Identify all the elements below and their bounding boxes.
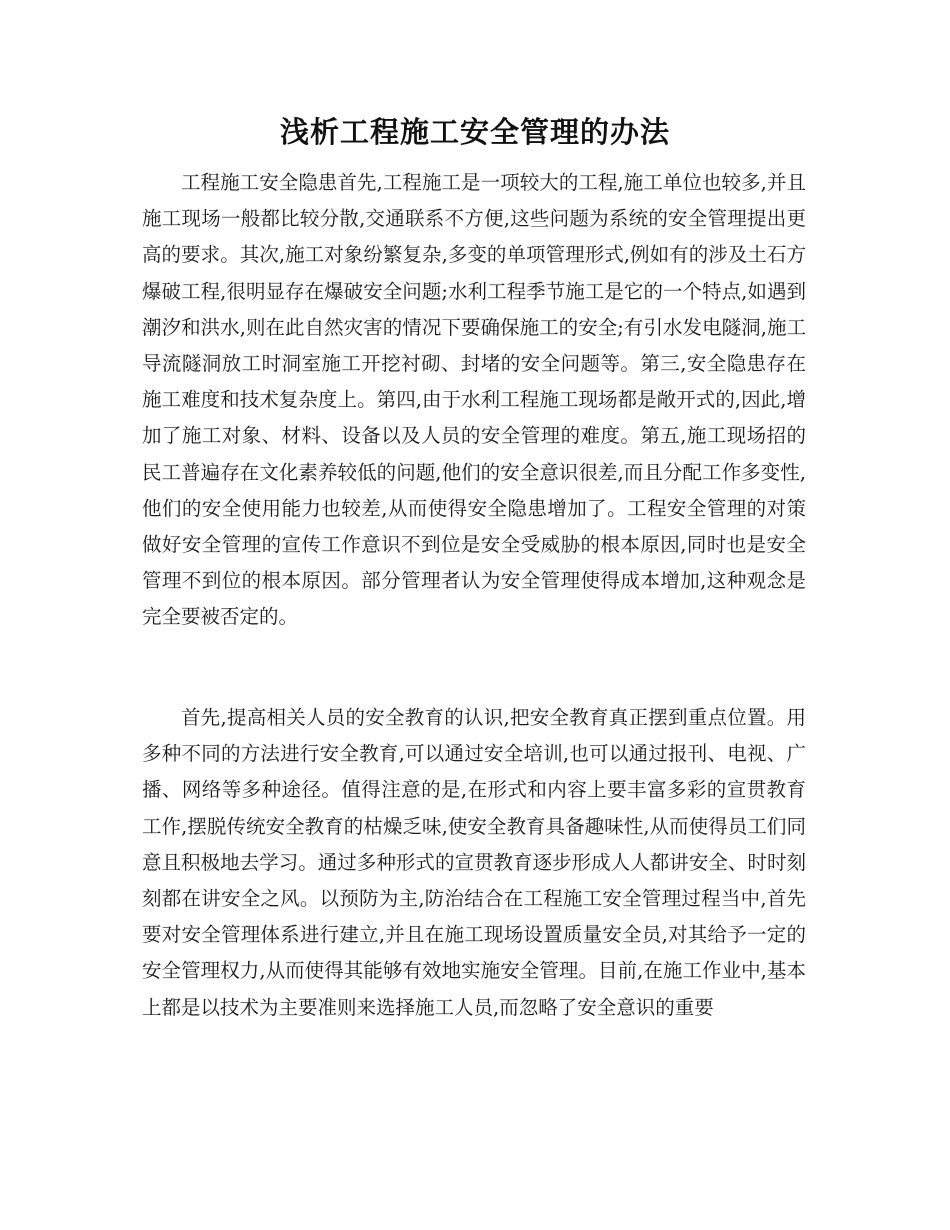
paragraph-1: 工程施工安全隐患首先,工程施工是一项较大的工程,施工单位也较多,并且施工现场一般都比较分散,交通联系不方便,这些问题为系统的安全管理提出更高的要求。其次,施工对象纷繁复杂,多变的单项管理形式,例如有的涉及土石方爆破工程,很明显存在爆破安全问题;水利工程季节施工是它的一个特点,如遇到潮汐和洪水,则在此自然灾害的情况下要确保施工的安全;有引水发电隧洞,施工导流隧洞放工时洞室施工开挖衬砌、封堵的安全问题等。第三,安全隐患存在施工难度和技术复杂度上。第四,由于水利工程施工现场都是敞开式的,因此,增加了施工对象、材料、设备以及人员的安全管理的难度。第五,施工现场招的民工普遍存在文化素养较低的问题,他们的安全意识很差,而且分配工作多变性,他们的安全使用能力也较差,从而使得安全隐患增加了。工程安全管理的对策做好安全管理的宣传工作意识不到位是安全受威胁的根本原因,同时也是安全管理不到位的根本原因。部分管理者认为安全管理使得成本增加,这种观念是完全要被否定的。 [142,171,806,629]
body-section-1 [142,165,806,636]
document-title: 浅析工程施工安全管理的办法 [279,115,670,149]
body-section-2 [142,700,806,1026]
paragraph-2: 首先,提高相关人员的安全教育的认识,把安全教育真正摆到重点位置。用多种不同的方法进行安全教育,可以通过安全培训,也可以通过报刊、电视、广播、网络等多种途径。值得注意的是,在形式和内容上要丰富多彩的宣贯教育工作,摆脱传统安全教育的枯燥乏味,使安全教育具备趣味性,从而使得员工们同意且积极地去学习。通过多种形式的宣贯教育逐步形成人人都讲安全、时时刻刻都在讲安全之风。以预防为主,防治结合在工程施工安全管理过程当中,首先要对安全管理体系进行建立,并且在施工现场设置质量安全员,对其给予一定的安全管理权力,从而使得其能够有效地实施安全管理。目前,在施工作业中,基本上都是以技术为主要准则来选择施工人员,而忽略了安全意识的重要 [142,706,806,1019]
